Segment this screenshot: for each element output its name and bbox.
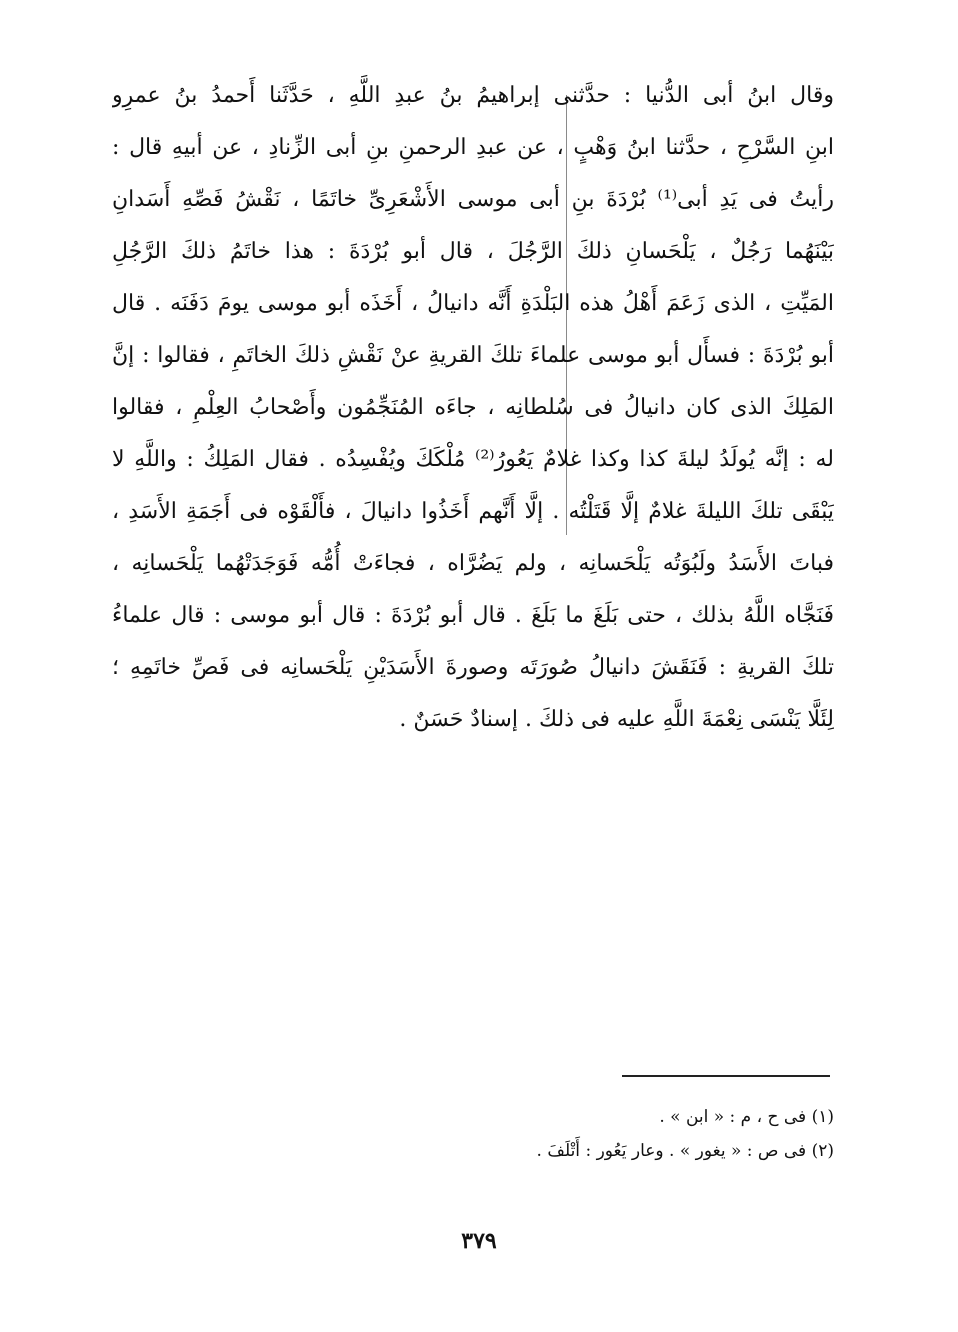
main-text-block xyxy=(112,70,834,746)
text-line-4: بَيْنَهُما رَجُلٌ ، يَلْحَسانِ ذلكَ الرَّجُلَ ، قال أبو بُرْدَةَ : هذا خاتَمُ ذلكَ الرَّجُلِ xyxy=(112,239,834,264)
text-line-8: له : إنَّه يُولَدُ ليلةَ كذا وكذا غلامٌ يَعُورُ⁽²⁾ مُلْكَكَ ويُفْسِدُه . فقال المَلِكُ : واللَّهِ لا xyxy=(112,447,834,472)
text-line-5: المَيِّتِ ، الذى زَعَمَ أَهْلُ هذه البَلْدَةِ أَنَّه دانيالُ ، أَخَذَه أبو موسى يومَ دَفَنَه . قال xyxy=(112,291,834,316)
text-line-10: فباتَ الأَسَدُ ولَبُوَتُه يَلْحَسانِه ، ولم يَضُرَّاه ، فجاءَتْ أُمُّه فَوَجَدَتْهُما يَلْحَسانِه ، xyxy=(112,551,834,576)
footnote-2: (٢) فى ص : « يغور » . وعار يَعُور : أَتْلَفَ . xyxy=(536,1141,834,1161)
text-line-7: المَلِكَ الذى كان دانيالُ فى سُلطانِه ، جاءَه المُنَجِّمُون وأَصْحابُ العِلْمِ ، فقالوا xyxy=(112,395,834,420)
footnote-separator xyxy=(622,1075,830,1077)
text-line-6: أبو بُرْدَةَ : فسأَل أبو موسى علماءَ تلكَ القريةِ عنْ نَقْشِ ذلكَ الخاتَمِ ، فقالوا : إنَّ xyxy=(112,343,834,368)
footnotes-block xyxy=(420,1100,834,1168)
text-line-1: وقال ابنُ أبى الدُّنيا : حدَّثنى إبراهيمُ بنُ عبدِ اللَّهِ ، حَدَّثَنا أَحمدُ بنُ عمرِو xyxy=(112,83,834,108)
text-line-9: يَبْقَى تلكَ الليلةَ غلامٌ إلَّا قَتَلْتُه . إلَّا أَنَّهم أَخَذُوا دانيالَ ، فأَلْقَوْه فى أَجَمَةِ الأَسَدِ ، xyxy=(112,499,834,524)
text-line-3: رأيتُ فى يَدِ أبى⁽¹⁾ بُرْدَةَ بنِ أبى موسى الأَشْعَرِىِّ خاتَمًا ، نَقْشُ فَصِّهِ أَسَدانِ xyxy=(112,187,834,212)
text-line-2: ابنِ السَّرْحِ ، حدَّثنا ابنُ وَهْبٍ ، عن عبدِ الرحمنِ بنِ أبى الزِّنادِ ، عن أبيهِ قال : xyxy=(112,135,834,160)
text-line-11: فَنَجَّاه اللَّهُ بذلك ، حتى بَلَغَ ما بَلَغَ . قال أبو بُرْدَةَ : قال أبو موسى : قال علماءُ xyxy=(112,603,834,628)
page-number: ٣٧٩ xyxy=(461,1228,497,1254)
text-line-12: تلكَ القريةِ : فَنَقَشَ دانيالُ صُورَتَه وصورةَ الأَسَدَيْنِ يَلْحَسانِه فى فَصِّ خاتَمِهِ ؛ xyxy=(112,655,834,680)
footnote-1: (١) فى ح ، م : « ابن » . xyxy=(659,1107,834,1127)
text-line-13: لِئَلَّا يَنْسَى نِعْمَةَ اللَّهِ عليه فى ذلكَ . إسنادٌ حَسَنٌ . xyxy=(399,707,834,732)
